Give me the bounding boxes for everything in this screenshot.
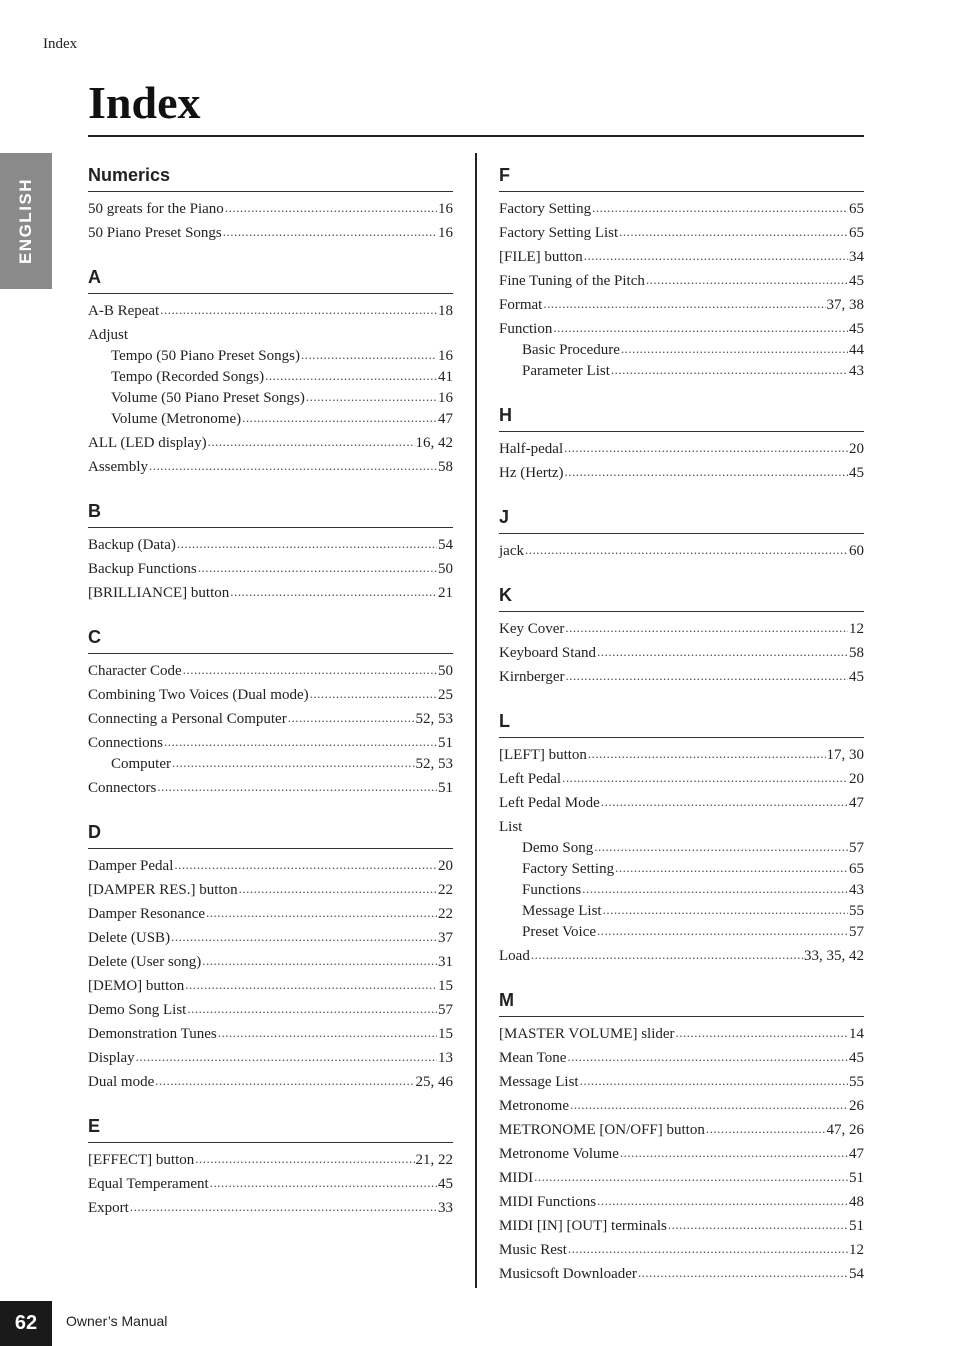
index-term: Functions [522,882,582,898]
index-term: [FILE] button [499,249,583,265]
dot-leader [668,1214,848,1235]
index-entry [88,1174,453,1195]
column-divider [475,153,477,1288]
index-entry [499,1168,864,1189]
index-column-left [88,163,453,1240]
page-reference: 21 [438,585,453,601]
page-reference: 47, 26 [826,1122,864,1138]
index-term: Tempo (Recorded Songs) [111,369,265,385]
index-term: Backup Functions [88,561,197,577]
index-subentry [88,367,453,388]
index-term: Delete (User song) [88,954,202,970]
index-entry [499,817,864,838]
index-term: Preset Voice [522,924,597,940]
language-tab-label: ENGLISH [16,177,35,265]
index-entry [88,1024,453,1045]
index-term: Export [88,1200,129,1216]
dot-leader [582,878,848,899]
dot-leader [566,665,848,686]
index-entry [88,1072,453,1093]
index-entry [499,199,864,220]
index-term: Left Pedal Mode [499,795,600,811]
index-section [499,583,864,688]
index-entry [88,778,453,799]
page-reference: 54 [849,1266,864,1282]
page-reference: 65 [849,201,864,217]
index-subentry [499,340,864,361]
index-section [499,988,864,1285]
section-letter-heading: H [499,403,864,432]
index-term: Delete (USB) [88,930,171,946]
index-term: METRONOME [ON/OFF] button [499,1122,705,1138]
dot-leader [218,1022,437,1043]
dot-leader [265,365,437,386]
dot-leader [230,581,437,602]
index-entry [88,733,453,754]
index-entry [499,463,864,484]
section-letter-heading: B [88,499,453,528]
page-reference: 22 [438,882,453,898]
page-reference: 33, 35, 42 [804,948,864,964]
dot-leader [136,1046,437,1067]
index-entry [499,946,864,967]
index-term: ALL (LED display) [88,435,207,451]
index-term: Connecting a Personal Computer [88,711,287,727]
dot-leader [208,431,415,452]
page-reference: 22 [438,906,453,922]
index-term: [MASTER VOLUME] slider [499,1026,675,1042]
dot-leader [225,197,437,218]
index-entry [499,745,864,766]
index-entry [88,1150,453,1171]
index-subentry [88,754,453,775]
index-entry [88,433,453,454]
footer-manual-label: Owner’s Manual [66,1313,168,1329]
page-reference: 57 [438,1002,453,1018]
section-letter-heading: E [88,1114,453,1143]
index-entry [88,457,453,478]
index-term: Connections [88,735,163,751]
index-term: Half-pedal [499,441,564,457]
index-term: [BRILLIANCE] button [88,585,230,601]
dot-leader [646,269,848,290]
page-reference: 57 [849,840,864,856]
index-entry [499,1048,864,1069]
page-reference: 17, 30 [826,747,864,763]
index-term: Factory Setting List [499,225,619,241]
section-letter-heading: J [499,505,864,534]
dot-leader [570,1094,848,1115]
page-reference: 33 [438,1200,453,1216]
index-entry [499,643,864,664]
index-term: Basic Procedure [522,342,620,358]
page-reference: 45 [438,1176,453,1192]
index-term: 50 Piano Preset Songs [88,225,222,241]
page-reference: 44 [849,342,864,358]
dot-leader [288,707,415,728]
page-reference: 16 [438,225,453,241]
index-term: Kirnberger [499,669,565,685]
section-letter-heading: C [88,625,453,654]
dot-leader [706,1118,826,1139]
index-entry [499,439,864,460]
section-letter-heading: L [499,709,864,738]
index-subentry [499,880,864,901]
page-reference: 57 [849,924,864,940]
index-entry [88,559,453,580]
dot-leader [676,1022,848,1043]
index-term: Factory Setting [499,201,592,217]
dot-leader [198,557,437,578]
page-reference: 54 [438,537,453,553]
index-entry [88,856,453,877]
index-entry [499,295,864,316]
dot-leader [172,752,415,773]
index-term: Mean Tone [499,1050,567,1066]
dot-leader [306,386,437,407]
page-reference: 50 [438,663,453,679]
index-term: Music Rest [499,1242,567,1258]
index-term: Parameter List [522,363,610,379]
page-reference: 14 [849,1026,864,1042]
dot-leader [195,1148,414,1169]
dot-leader [601,791,848,812]
page-reference: 20 [438,858,453,874]
dot-leader [588,743,826,764]
page-number: 62 [0,1301,52,1346]
dot-leader [553,317,848,338]
dot-leader [187,998,437,1019]
dot-leader [202,950,437,971]
index-term: Fine Tuning of the Pitch [499,273,645,289]
page-reference: 55 [849,1074,864,1090]
page-reference: 12 [849,621,864,637]
dot-leader [564,437,848,458]
page-reference: 58 [849,645,864,661]
page-reference: 34 [849,249,864,265]
index-term: Volume (Metronome) [111,411,242,427]
page-reference: 58 [438,459,453,475]
index-entry [88,301,453,322]
page-reference: 51 [438,780,453,796]
dot-leader [534,1166,848,1187]
dot-leader [567,1046,848,1067]
dot-leader [130,1196,437,1217]
page-reference: 18 [438,303,453,319]
page-reference: 43 [849,363,864,379]
index-term: Backup (Data) [88,537,176,553]
index-section [499,403,864,484]
page-reference: 65 [849,225,864,241]
index-subentry [88,388,453,409]
page-reference: 21, 22 [415,1152,453,1168]
index-entry [499,793,864,814]
index-term: [DAMPER RES.] button [88,882,238,898]
index-entry [88,661,453,682]
dot-leader [584,245,848,266]
index-entry [88,904,453,925]
dot-leader [210,1172,437,1193]
dot-leader [620,1142,848,1163]
index-entry [88,1198,453,1219]
index-term: [LEFT] button [499,747,587,763]
index-entry [499,319,864,340]
index-subentry [499,859,864,880]
dot-leader [543,293,825,314]
index-subentry [499,838,864,859]
index-term: Message List [522,903,602,919]
title-rule [88,135,864,137]
page-reference: 45 [849,669,864,685]
index-section [499,505,864,562]
dot-leader [562,767,848,788]
index-term: [DEMO] button [88,978,185,994]
index-term: Combining Two Voices (Dual mode) [88,687,309,703]
page-reference: 65 [849,861,864,877]
dot-leader [619,221,848,242]
dot-leader [621,338,848,359]
page-reference: 47 [849,1146,864,1162]
index-entry [499,1264,864,1285]
page-reference: 20 [849,771,864,787]
index-term: Left Pedal [499,771,562,787]
index-subentry [499,922,864,943]
index-term: Metronome [499,1098,569,1114]
dot-leader [638,1262,848,1283]
dot-leader [185,974,437,995]
index-entry [499,1192,864,1213]
index-term: 50 greats for the Piano [88,201,224,217]
index-term: Message List [499,1074,579,1090]
index-term: Demo Song [522,840,594,856]
index-term: Demo Song List [88,1002,187,1018]
index-subentry [88,409,453,430]
dot-leader [565,461,848,482]
page-reference: 16 [438,201,453,217]
index-term: MIDI [IN] [OUT] terminals [499,1218,667,1234]
page-reference: 37, 38 [826,297,864,313]
dot-leader [157,776,437,797]
section-letter-heading: F [499,163,864,192]
index-entry [499,223,864,244]
dot-leader [239,878,437,899]
page-reference: 26 [849,1098,864,1114]
index-entry [88,928,453,949]
page-reference: 13 [438,1050,453,1066]
index-entry [88,709,453,730]
index-entry [88,952,453,973]
page-reference: 41 [438,369,453,385]
dot-leader [531,944,803,965]
index-term: Dual mode [88,1074,155,1090]
section-letter-heading: D [88,820,453,849]
page-title: Index [88,77,201,128]
index-term: Equal Temperament [88,1176,209,1192]
dot-leader [611,359,848,380]
index-entry [499,271,864,292]
dot-leader [597,641,848,662]
dot-leader [174,854,437,875]
index-entry [499,619,864,640]
dot-leader [223,221,437,242]
page-reference: 16 [438,390,453,406]
page-reference: 25, 46 [415,1074,453,1090]
section-letter-heading: K [499,583,864,612]
dot-leader [568,1238,848,1259]
page-reference: 47 [438,411,453,427]
page-reference: 48 [849,1194,864,1210]
index-term: Character Code [88,663,182,679]
dot-leader [310,683,437,704]
dot-leader [149,455,437,476]
index-term: Factory Setting [522,861,615,877]
index-entry [88,976,453,997]
dot-leader [597,920,848,941]
index-term: Damper Pedal [88,858,174,874]
index-term: Metronome Volume [499,1146,619,1162]
index-entry [88,199,453,220]
index-entry [499,1144,864,1165]
index-section [88,265,453,478]
dot-leader [177,533,437,554]
index-section [88,163,453,244]
page-reference: 52, 53 [415,756,453,772]
page-reference: 51 [849,1170,864,1186]
index-term: Format [499,297,543,313]
index-entry [88,535,453,556]
index-entry [88,685,453,706]
index-term: Volume (50 Piano Preset Songs) [111,390,305,406]
index-entry [88,1048,453,1069]
index-term: Function [499,321,553,337]
page-reference: 45 [849,321,864,337]
page-reference: 51 [849,1218,864,1234]
index-section [499,709,864,967]
index-section [88,820,453,1093]
dot-leader [160,299,437,320]
dot-leader [525,539,848,560]
page-reference: 20 [849,441,864,457]
index-term: Adjust [88,327,129,343]
dot-leader [183,659,437,680]
index-section [88,499,453,604]
dot-leader [301,344,437,365]
index-entry [88,583,453,604]
page-reference: 25 [438,687,453,703]
index-entry [499,1120,864,1141]
page-reference: 16 [438,348,453,364]
index-term: Load [499,948,530,964]
page-reference: 37 [438,930,453,946]
page-reference: 47 [849,795,864,811]
page-reference: 31 [438,954,453,970]
page-reference: 16, 42 [415,435,453,451]
index-entry [499,247,864,268]
page-reference: 43 [849,882,864,898]
page-reference: 45 [849,273,864,289]
index-entry [499,1072,864,1093]
index-term: Display [88,1050,135,1066]
page-reference: 55 [849,903,864,919]
index-term: A-B Repeat [88,303,160,319]
running-head: Index [43,36,78,52]
dot-leader [155,1070,414,1091]
section-letter-heading: Numerics [88,163,453,192]
index-column-right [499,163,864,1306]
index-term: Connectors [88,780,157,796]
page-reference: 15 [438,978,453,994]
index-subentry [499,361,864,382]
index-term: jack [499,543,524,559]
index-term: Computer [111,756,171,772]
index-term: Key Cover [499,621,565,637]
index-section [88,625,453,799]
index-term: Assembly [88,459,148,475]
page-reference: 45 [849,465,864,481]
index-term: [EFFECT] button [88,1152,195,1168]
page-reference: 15 [438,1026,453,1042]
index-term: MIDI [499,1170,534,1186]
page-reference: 51 [438,735,453,751]
index-term: Tempo (50 Piano Preset Songs) [111,348,300,364]
index-term: Demonstration Tunes [88,1026,217,1042]
index-term: Musicsoft Downloader [499,1266,637,1282]
index-entry [88,325,453,346]
index-term: Keyboard Stand [499,645,597,661]
index-entry [499,1024,864,1045]
dot-leader [242,407,437,428]
index-section [499,163,864,382]
dot-leader [603,899,848,920]
index-entry [499,1096,864,1117]
index-entry [499,1216,864,1237]
dot-leader [615,857,848,878]
index-entry [88,223,453,244]
section-letter-heading: M [499,988,864,1017]
page-reference: 45 [849,1050,864,1066]
index-entry [499,541,864,562]
page-reference: 60 [849,543,864,559]
index-subentry [499,901,864,922]
page-reference: 50 [438,561,453,577]
dot-leader [597,1190,848,1211]
index-term: Damper Resonance [88,906,206,922]
index-entry [88,880,453,901]
dot-leader [580,1070,848,1091]
dot-leader [206,902,437,923]
page-reference: 12 [849,1242,864,1258]
index-section [88,1114,453,1219]
language-tab [0,153,52,289]
dot-leader [565,617,848,638]
index-term: Hz (Hertz) [499,465,564,481]
index-term: List [499,819,523,835]
index-entry [499,769,864,790]
dot-leader [592,197,848,218]
section-letter-heading: A [88,265,453,294]
dot-leader [164,731,437,752]
index-entry [499,1240,864,1261]
index-term: MIDI Functions [499,1194,597,1210]
index-entry [499,667,864,688]
index-entry [88,1000,453,1021]
dot-leader [171,926,437,947]
dot-leader [594,836,848,857]
page-reference: 52, 53 [415,711,453,727]
index-subentry [88,346,453,367]
